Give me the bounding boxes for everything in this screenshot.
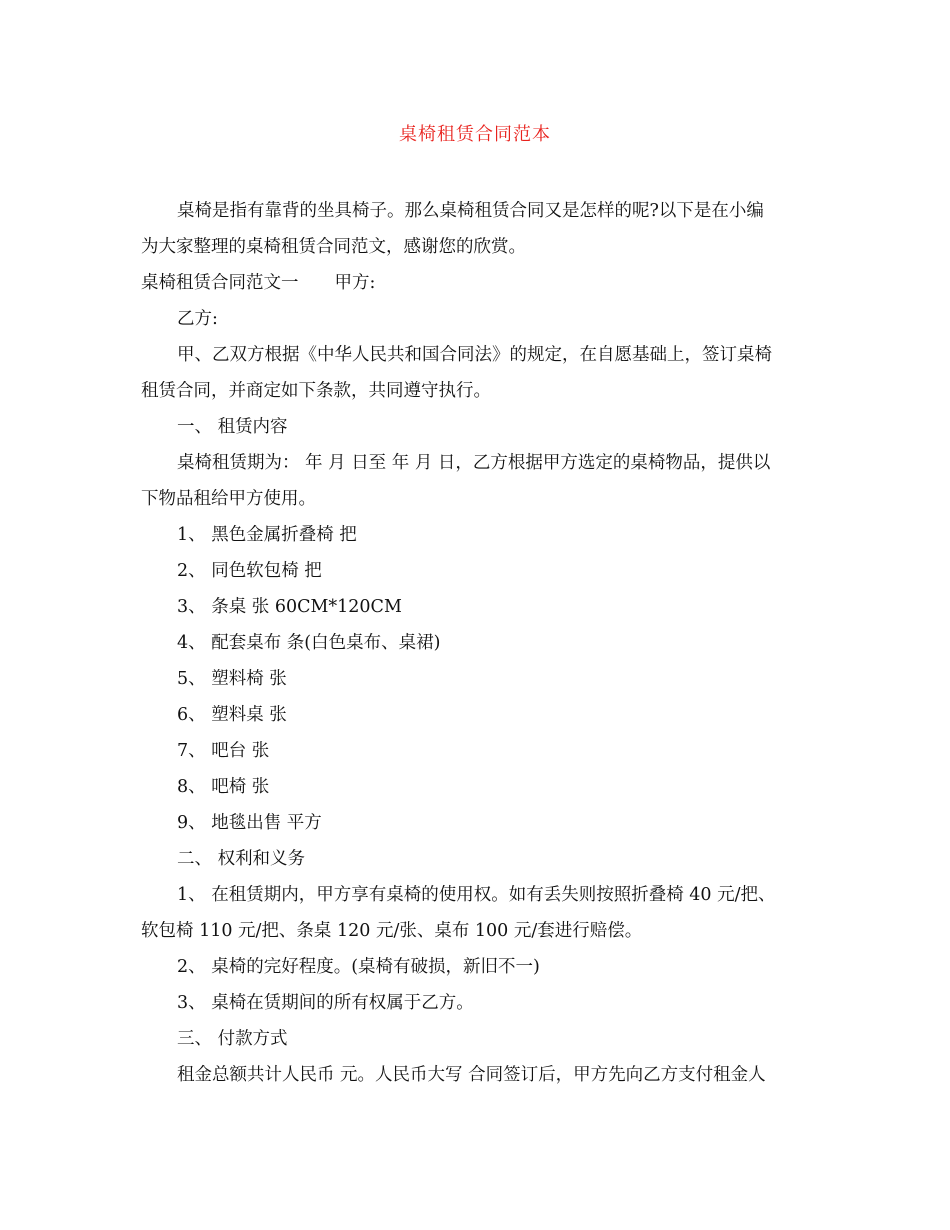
party-b-label: 乙方:: [177, 309, 218, 329]
document-title: 桌椅租赁合同范本: [399, 124, 551, 145]
section-2-clause-1-line-1: 1、 在租赁期内，甲方享有桌椅的使用权。如有丢失则按照折叠椅 40 元/把、: [177, 885, 776, 905]
section-2-clause-2: 2、 桌椅的完好程度。(桌椅有破损，新旧不一): [177, 957, 540, 977]
section-2-clause-1-line-2: 软包椅 110 元/把、条桌 120 元/张、桌布 100 元/套进行赔偿。: [141, 921, 643, 941]
item-2: 2、 同色软包椅 把: [177, 561, 322, 581]
section-1-para-line-1: 桌椅租赁期为： 年 月 日至 年 月 日，乙方根据甲方选定的桌椅物品，提供以: [177, 453, 771, 473]
document-body: [141, 193, 813, 1093]
section-3-title: 三、 付款方式: [177, 1029, 288, 1049]
preamble-line-2: 租赁合同，并商定如下条款，共同遵守执行。: [141, 381, 491, 401]
item-3: 3、 条桌 张 60CM*120CM: [177, 597, 402, 617]
intro-line-2: 为大家整理的桌椅租赁合同范文，感谢您的欣赏。: [141, 237, 526, 257]
section-1-para-line-2: 下物品租给甲方使用。: [141, 489, 316, 509]
item-1: 1、 黑色金属折叠椅 把: [177, 525, 357, 545]
intro-line-1: 桌椅是指有靠背的坐具椅子。那么桌椅租赁合同又是怎样的呢?以下是在小编: [177, 201, 764, 221]
party-a-label: 甲方:: [334, 273, 376, 293]
section-2-title: 二、 权利和义务: [177, 849, 306, 869]
preamble-line-1: 甲、乙双方根据《中华人民共和国合同法》的规定，在自愿基础上，签订桌椅: [177, 345, 772, 365]
item-4: 4、 配套桌布 条(白色桌布、桌裙): [177, 633, 441, 653]
item-5: 5、 塑料椅 张: [177, 669, 287, 689]
section-3-para-line-1: 租金总额共计人民币 元。人民币大写 合同签订后，甲方先向乙方支付租金人: [177, 1065, 766, 1085]
item-6: 6、 塑料桌 张: [177, 705, 287, 725]
item-7: 7、 吧台 张: [177, 741, 270, 761]
item-8: 8、 吧椅 张: [177, 777, 270, 797]
sample-heading: 桌椅租赁合同范文一: [141, 273, 299, 293]
item-9: 9、 地毯出售 平方: [177, 813, 322, 833]
section-2-clause-3: 3、 桌椅在赁期间的所有权属于乙方。: [177, 993, 474, 1013]
sample-heading-line: [141, 265, 813, 301]
section-1-title: 一、 租赁内容: [177, 417, 288, 437]
